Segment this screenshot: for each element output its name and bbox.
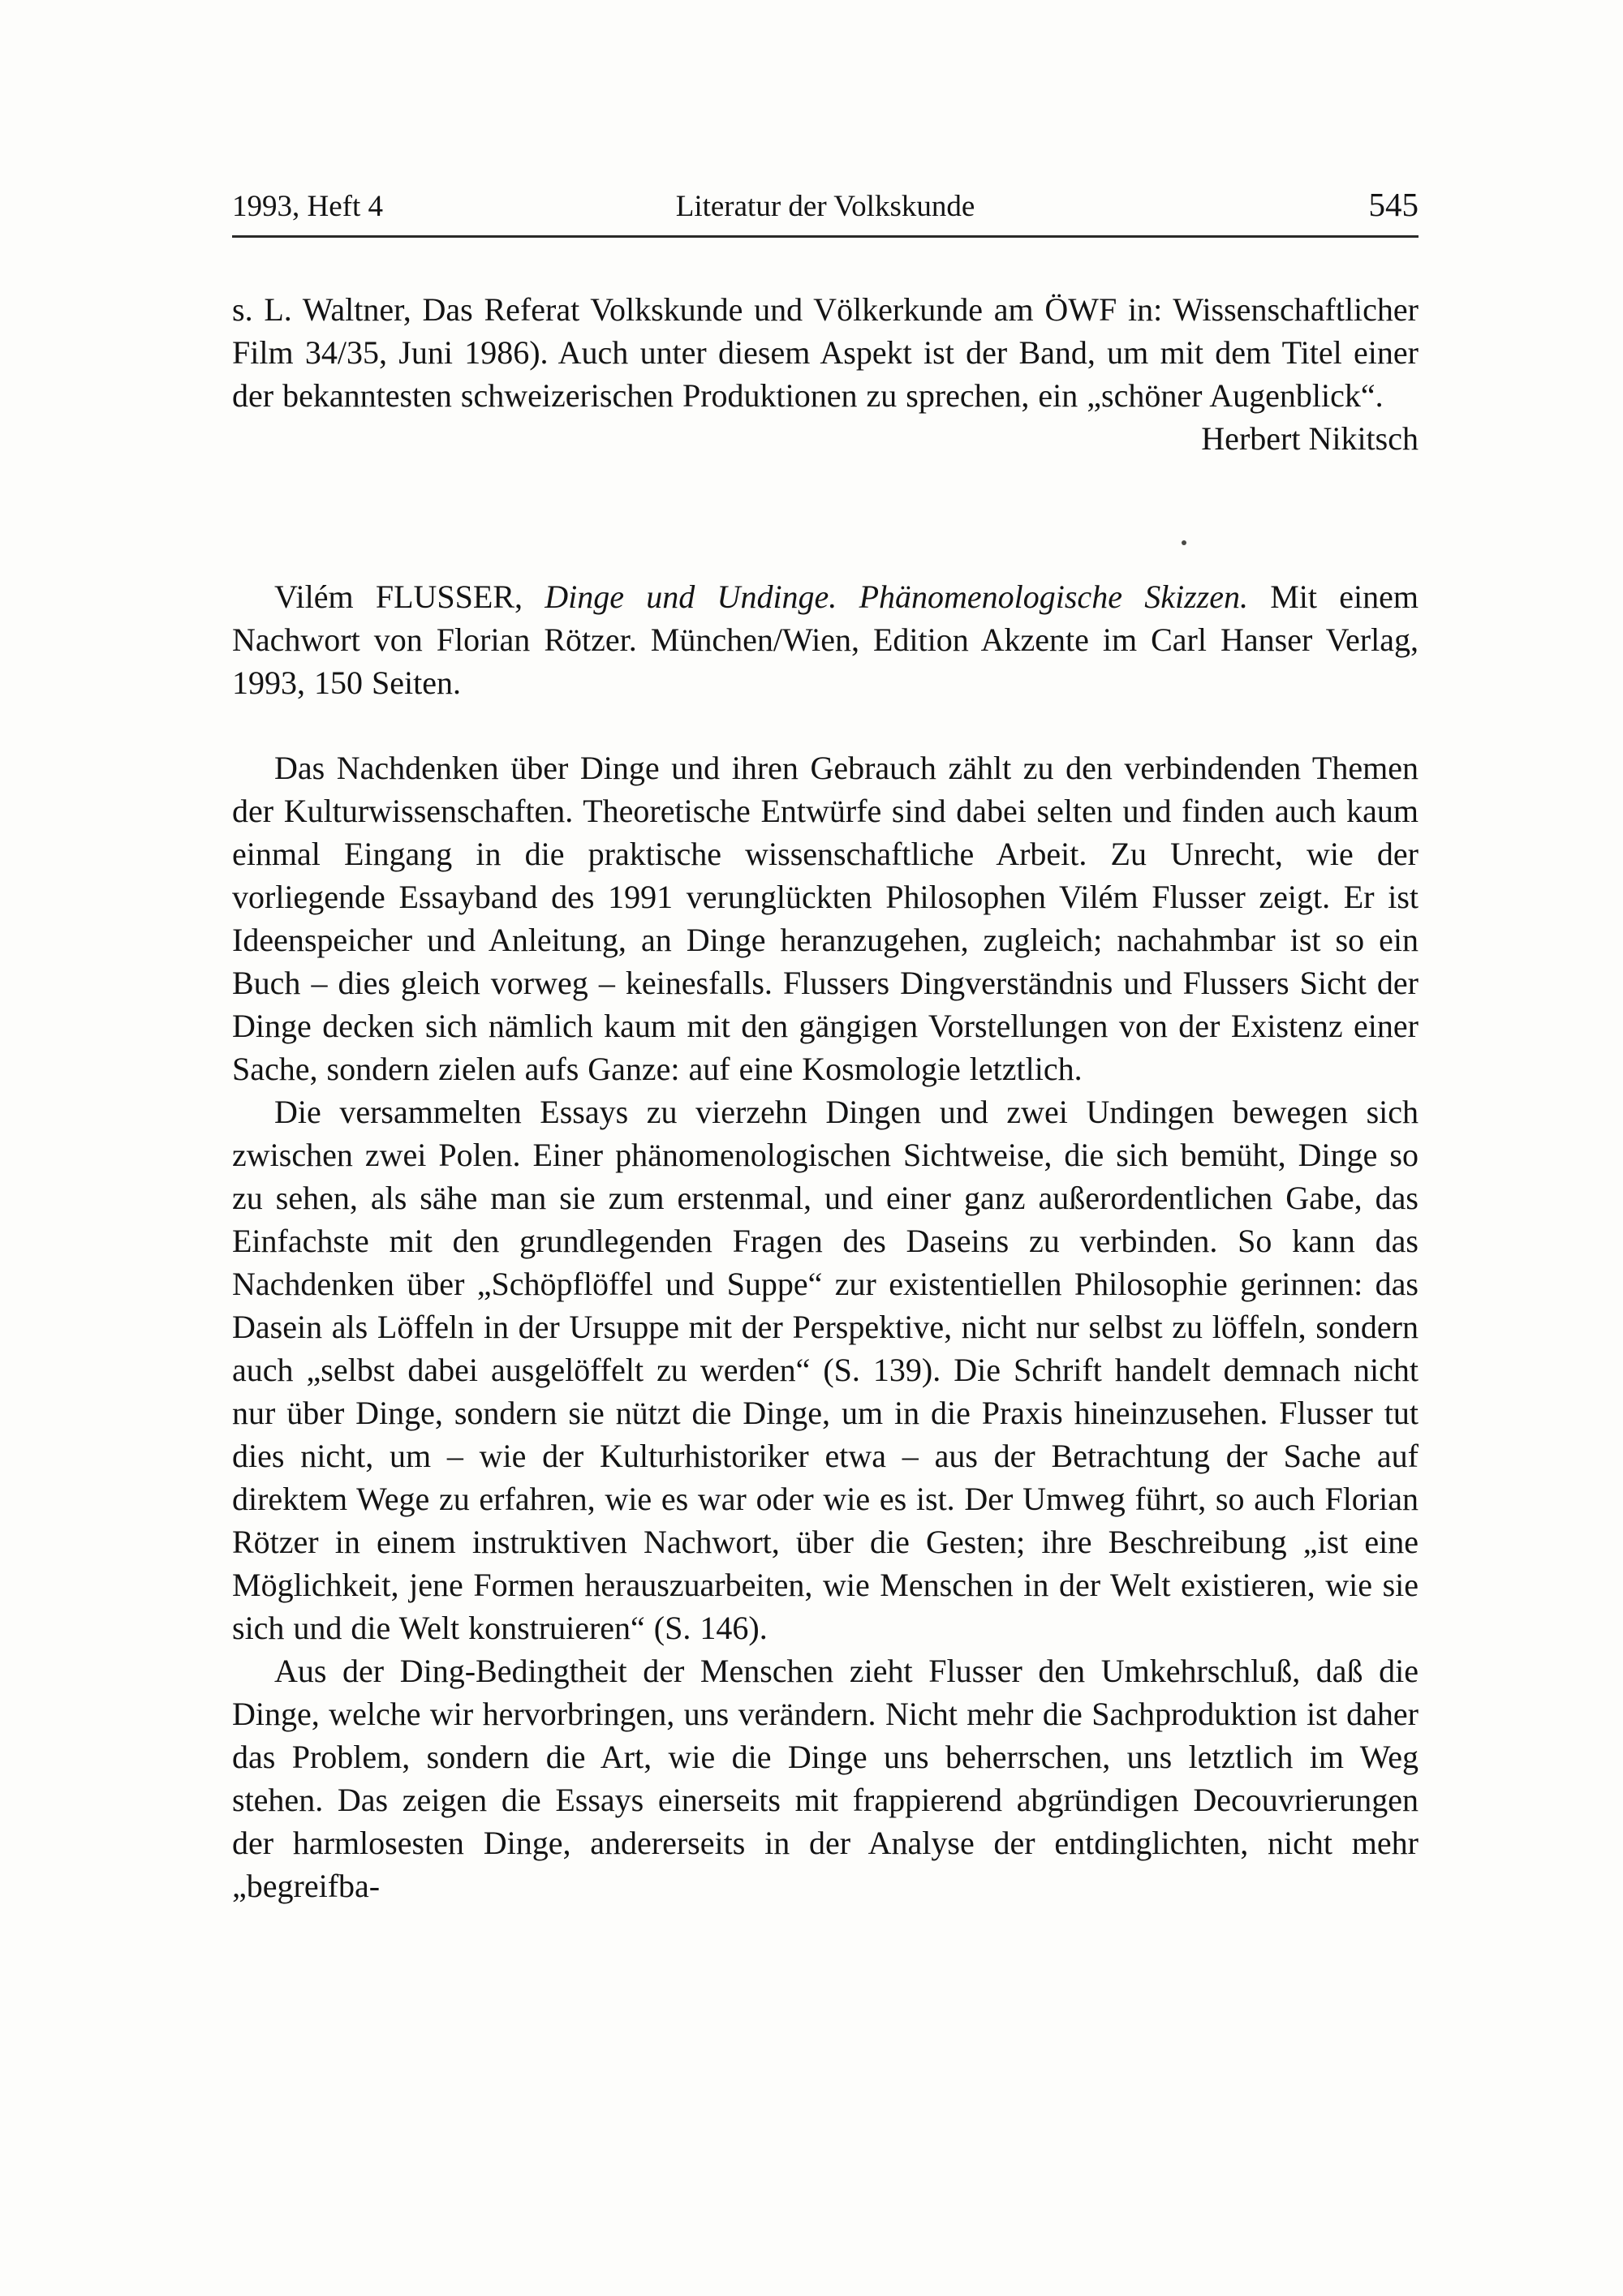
scan-artifact-dot (1182, 540, 1186, 545)
review-book-title: Dinge und Undinge. Phänomenologische Skizzen. (545, 578, 1248, 615)
header-page-number: 545 (1368, 186, 1419, 223)
review-heading (232, 575, 1419, 704)
review-paragraph: Die versammelten Essays zu vierzehn Dingen und zwei Undingen bewegen sich zwischen zwei Polen. Einer phänomenologischen Sichtweise, die sich bemüht, Dinge so zu sehen, als sähe man sie zum erstenmal, und einer ganz außerordentlichen Gabe, das Einfachste mit den grundlegenden Fragen des Daseins zu verbinden. So kann das Nachdenken über „Schöpflöffel und Suppe“ zur existentiellen Philosophie gerinnen: das Dasein als Löffeln in der Ursuppe mit der Perspektive, nicht nur selbst zu löffeln, sondern auch „selbst dabei ausgelöffelt zu werden“ (S. 139). Die Schrift handelt demnach nicht nur über Dinge, sondern sie nützt die Dinge, um in die Praxis hineinzusehen. Flusser tut dies nicht, um – wie der Kulturhistoriker etwa – aus der Betrachtung der Sache auf direktem Wege zu erfahren, wie es war oder wie es ist. Der Umweg führt, so auch Florian Rötzer in einem instruktiven Nachwort, über die Gesten; ihre Beschreibung „ist eine Möglichkeit, jene Formen herauszuarbeiten, wie Menschen in der Welt existieren, wie sie sich und die Welt konstruieren“ (S. 146). (232, 1094, 1419, 1646)
review-book-author: Vilém FLUSSER, (274, 578, 545, 615)
review-publication-info: Mit einem Nachwort von Florian Rötzer. München/Wien, Edition Akzente im Carl Hanser Verlag, 1993, 150 Seiten. (232, 578, 1419, 701)
running-header (232, 185, 1419, 238)
header-issue-label: 1993, Heft 4 (232, 190, 383, 223)
review-paragraph: Das Nachdenken über Dinge und ihren Gebrauch zählt zu den verbindenden Themen der Kulturwissenschaften. Theoretische Entwürfe sind dabei selten und finden auch kaum einmal Eingang in die praktische wissenschaftliche Arbeit. Zu Unrecht, wie der vorliegende Essayband des 1991 verunglückten Philosophen Vilém Flusser zeigt. Er ist Ideenspeicher und Anleitung, an Dinge heranzugehen, zugleich; nachahmbar ist so ein Buch – dies gleich vorweg – keinesfalls. Flussers Dingverständnis und Flussers Sicht der Dinge decken sich nämlich kaum mit den gängigen Vorstellungen von der Existenz einer Sache, sondern zielen aufs Ganze: auf eine Kosmologie letztlich. (232, 750, 1419, 1087)
reviewer-signature: Herbert Nikitsch (1201, 420, 1419, 457)
review-continuation-text: s. L. Waltner, Das Referat Volkskunde und Völkerkunde am ÖWF in: Wissenschaftlicher Film 34/35, Juni 1986). Auch unter diesem Aspekt ist der Band, um mit dem Titel einer der bekanntesten schweizerischen Produktionen zu sprechen, ein „schöner Augenblick“. (232, 291, 1419, 414)
review-paragraph: Aus der Ding-Bedingtheit der Menschen zieht Flusser den Umkehrschluß, daß die Dinge, welche wir hervorbringen, uns verändern. Nicht mehr die Sachproduktion ist daher das Problem, sondern die Art, wie die Dinge uns beherrschen, uns letztlich im Weg stehen. Das zeigen die Essays einerseits mit frappierend abgründigen Decouvrierungen der harmlosesten Dinge, andererseits in der Analyse der entdinglichten, nicht mehr „begreifba- (232, 1653, 1419, 1904)
header-journal-title: Literatur der Volkskunde (675, 190, 975, 223)
